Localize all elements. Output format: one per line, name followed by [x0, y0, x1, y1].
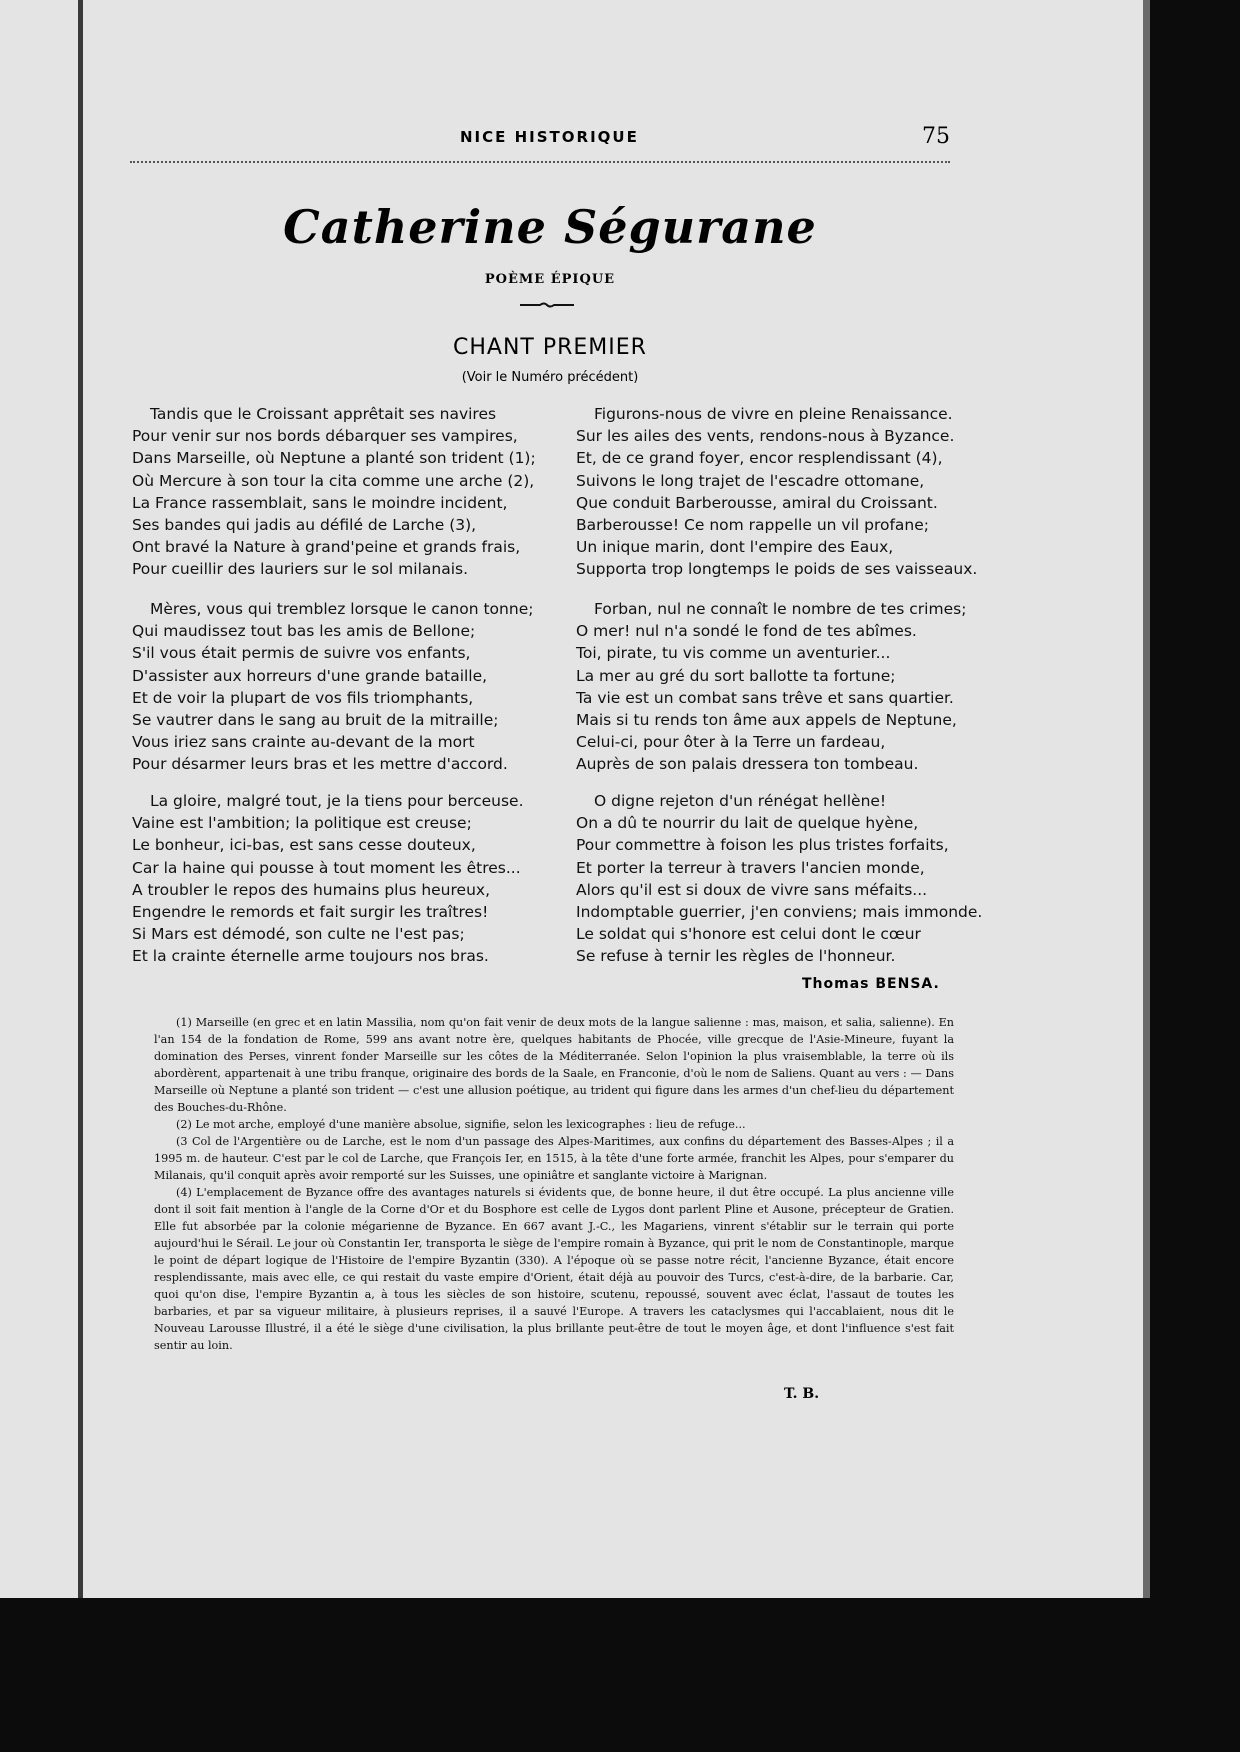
verse-line: Se refuse à ternir les règles de l'honneur. — [576, 947, 896, 966]
verse-line: Forban, nul ne connaît le nombre de tes crimes; — [594, 600, 967, 618]
verse-line: Barberousse! Ce nom rappelle un vil profane; — [576, 515, 930, 534]
verse-line: Et de voir la plupart de vos fils triomphants, — [132, 688, 474, 707]
footnote-4: (4) L'emplacement de Byzance offre des avantages naturels si évidents que, de bonne heure, il dut être occupé. La plus ancienne ville dont il soit fait mention à l'angle de la Corne d'Or et du Bosphore est celle de Lygos dont parlent Pline et Ausone, précepteur de Gratien. Elle fut absorbée par la colonie mégarienne de Byzance. En 667 avant J.-C., les Magariens, vinrent s'établir sur le terrain qui porte aujourd'hui le Sérail. Le jour où Constantin Ier, transporta le siège de l'empire romain à Byzance, qui prit le nom de Constantinople, marque le point de départ logique de l'Histoire de l'empire Byzantin (330). A l'époque où se passe notre récit, l'ancienne Byzance, était encore resplendissante, mais avec elle, ce qui restait du vaste empire d'Orient, était déjà au pouvoir des Turcs, c'est-à-dire, de la barbarie. Car, quoi qu'on dise, l'empire Byzantin a, à tous les siècles de son histoire, scutenu, repoussé, souvent avec éclat, l'assaut de toutes les barbaries, et par sa vigueur militaire, à plusieurs reprises, il a sauvé l'Europe. A travers les cataclysmes qui l'accablaient, nous dit le Nouveau Larousse Illustré, il a été le siège d'une civilisation, la plus brillante peut-être de tout le moyen âge, et dont l'influence s'est fait sentir au loin. — [154, 1186, 954, 1352]
verse-line: Où Mercure à son tour la cita comme une arche (2), — [132, 471, 535, 490]
verse-line: Vous iriez sans crainte au-devant de la mort — [132, 733, 475, 752]
verse-line: Le soldat qui s'honore est celui dont le cœur — [576, 925, 921, 944]
verse-line: Et, de ce grand foyer, encor resplendissant (4), — [576, 449, 943, 468]
verse-line: Suivons le long trajet de l'escadre ottomane, — [576, 471, 925, 490]
verse-line: Mais si tu rends ton âme aux appels de Neptune, — [576, 710, 957, 729]
verse-line: Indomptable guerrier, j'en conviens; mais immonde. — [576, 902, 983, 921]
verse-line: Sur les ailes des vents, rendons-nous à Byzance. — [576, 427, 955, 446]
verse-line: Pour venir sur nos bords débarquer ses vampires, — [132, 427, 518, 446]
poem-subtitle: POÈME ÉPIQUE — [484, 272, 616, 287]
verse-line: Supporta trop longtemps le poids de ses vaisseaux. — [576, 560, 978, 579]
page-right-edge — [1143, 0, 1150, 1598]
page-number: 75 — [922, 124, 950, 149]
verse-line: Pour commettre à foison les plus tristes forfaits, — [576, 836, 949, 855]
stanza-right-3 — [576, 790, 1006, 968]
footnote-2: (2) Le mot arche, employé d'une manière absolue, signifie, selon les lexicographes : lieu de refuge... — [176, 1118, 746, 1131]
ornament-divider — [520, 302, 574, 308]
verse-line: A troubler le repos des humains plus heureux, — [132, 880, 490, 899]
footnotes — [154, 1014, 954, 1354]
verse-line: Et porter la terreur à travers l'ancien monde, — [576, 858, 925, 877]
verse-line: D'assister aux horreurs d'une grande bataille, — [132, 666, 488, 685]
chant-note: (Voir le Numéro précédent) — [461, 370, 639, 385]
verse-line: On a dû te nourrir du lait de quelque hyène, — [576, 814, 919, 833]
verse-line: Auprès de son palais dressera ton tombeau. — [576, 755, 919, 774]
verse-line: S'il vous était permis de suivre vos enfants, — [132, 644, 471, 663]
verse-line: Si Mars est démodé, son culte ne l'est pas; — [132, 925, 465, 944]
verse-line: O digne rejeton d'un rénégat hellène! — [594, 792, 887, 810]
footnote-signature: T. B. — [784, 1386, 820, 1402]
verse-line: Alors qu'il est si doux de vivre sans méfaits... — [576, 880, 928, 899]
footnote-1: (1) Marseille (en grec et en latin Massilia, nom qu'on fait venir de deux mots de la langue salienne : mas, maison, et salia, salienne). En l'an 154 de la fondation de Rome, 599 ans avant notre ère, quelques habitants de Phocée, ville grecque de l'Asie-Mineure, fuyant la domination des Perses, vinrent fonder Marseille sur les côtes de la Méditerranée. Selon l'opinion la plus vraisemblable, la terre où ils abordèrent, appartenait à une tribu franque, originaire des bords de la Saale, en Franconie, d'où le nom de Saliens. Quant au vers : — Dans Marseille où Neptune a planté son trident — c'est une allusion poétique, au trident qui figure dans les armes d'un chef-lieu du département des Bouches-du-Rhône. — [154, 1016, 954, 1114]
verse-line: La mer au gré du sort ballotte ta fortune; — [576, 666, 896, 685]
verse-line: Pour cueillir des lauriers sur le sol milanais. — [132, 560, 469, 579]
verse-line: O mer! nul n'a sondé le fond de tes abîmes. — [576, 622, 917, 641]
verse-line: Mères, vous qui tremblez lorsque le canon tonne; — [150, 600, 534, 618]
footnote-3: (3 Col de l'Argentière ou de Larche, est le nom d'un passage des Alpes-Maritimes, aux confins du département des Basses-Alpes ; il a 1995 m. de hauteur. C'est par le col de Larche, que François Ier, en 1515, à la tête d'une forte armée, franchit les Alpes, pour s'emparer du Milanais, qu'il conquit après avoir remporté sur les Suisses, une opiniâtre et sanglante victoire à Marignan. — [154, 1135, 954, 1182]
stanza-left-1 — [132, 403, 562, 581]
verse-line: Vaine est l'ambition; la politique est creuse; — [132, 814, 472, 833]
poem-title: Catherine Ségurane — [283, 200, 817, 254]
page-header — [460, 124, 950, 150]
verse-line: Toi, pirate, tu vis comme un aventurier... — [576, 644, 891, 663]
verse-line: Se vautrer dans le sang au bruit de la mitraille; — [132, 710, 499, 729]
verse-line: La gloire, malgré tout, je la tiens pour berceuse. — [150, 792, 524, 810]
verse-line: Ses bandes qui jadis au défilé de Larche (3), — [132, 515, 477, 534]
verse-line: Et la crainte éternelle arme toujours nos bras. — [132, 947, 489, 966]
stanza-right-1 — [576, 403, 1006, 581]
running-title: NICE HISTORIQUE — [460, 128, 639, 146]
stanza-left-3 — [132, 790, 562, 968]
verse-line: La France rassemblait, sans le moindre incident, — [132, 493, 508, 512]
verse-line: Ta vie est un combat sans trêve et sans quartier. — [576, 688, 954, 707]
verse-line: Un inique marin, dont l'empire des Eaux, — [576, 538, 894, 557]
verse-line: Le bonheur, ici-bas, est sans cesse douteux, — [132, 836, 476, 855]
verse-line: Engendre le remords et fait surgir les traîtres! — [132, 902, 489, 921]
verse-line: Tandis que le Croissant apprêtait ses navires — [150, 405, 497, 423]
stanza-left-2 — [132, 598, 562, 776]
verse-line: Pour désarmer leurs bras et les mettre d'accord. — [132, 755, 508, 774]
chant-title: CHANT PREMIER — [453, 335, 647, 360]
verse-line: Que conduit Barberousse, amiral du Croissant. — [576, 493, 938, 512]
poem-signature: Thomas BENSA. — [802, 976, 940, 992]
verse-line: Celui-ci, pour ôter à la Terre un fardeau, — [576, 733, 886, 752]
verse-line: Ont bravé la Nature à grand'peine et grands frais, — [132, 538, 521, 557]
stanza-right-2 — [576, 598, 1006, 776]
header-rule — [130, 161, 950, 163]
verse-line: Dans Marseille, où Neptune a planté son trident (1); — [132, 449, 536, 468]
verse-line: Car la haine qui pousse à tout moment les êtres... — [132, 858, 521, 877]
verse-line: Figurons-nous de vivre en pleine Renaissance. — [594, 405, 953, 423]
verse-line: Qui maudissez tout bas les amis de Bellone; — [132, 622, 476, 641]
